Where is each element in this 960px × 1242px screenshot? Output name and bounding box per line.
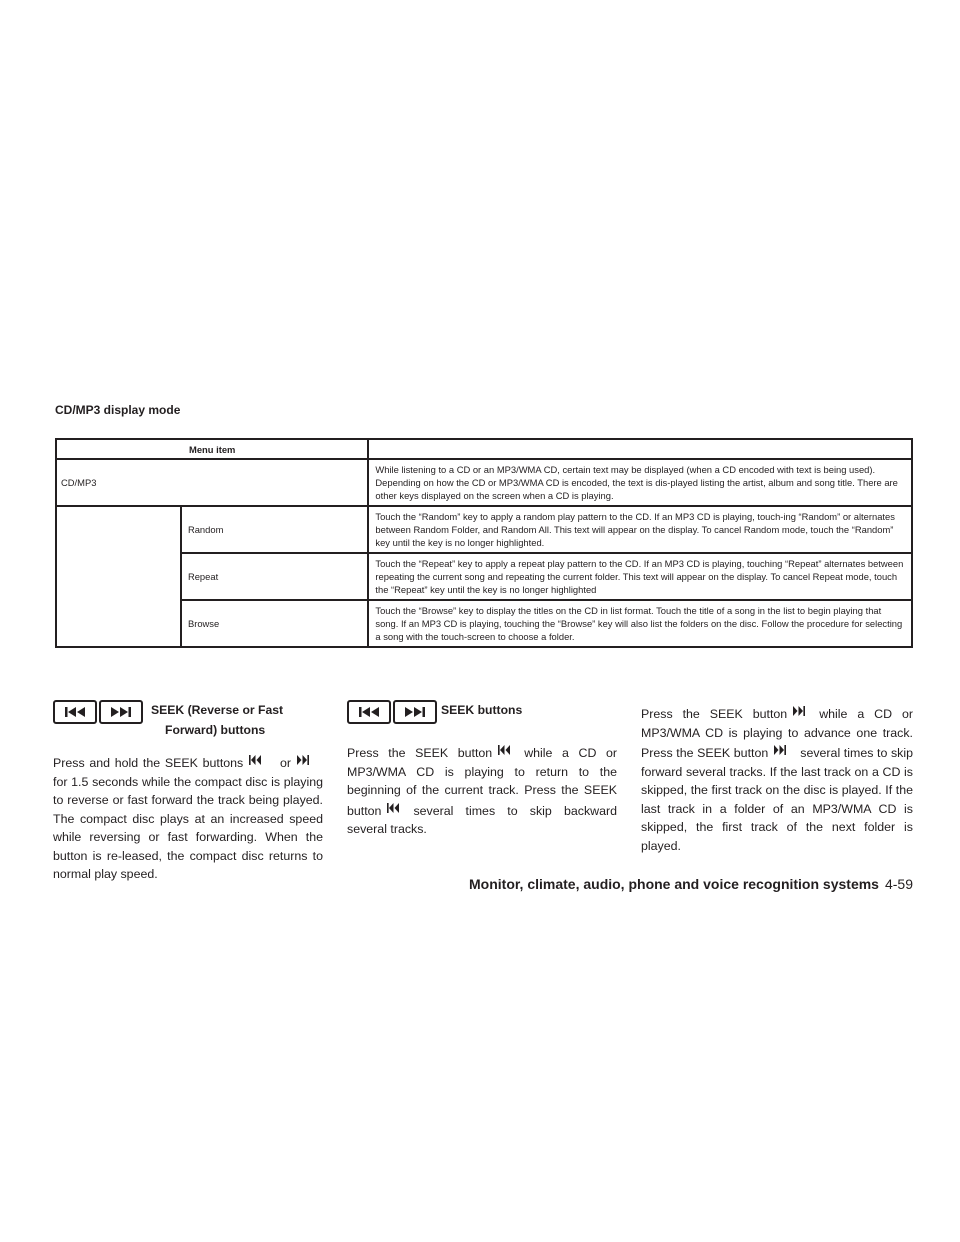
seek-forward-icon bbox=[297, 755, 309, 765]
seek-back-button-illustration bbox=[53, 700, 97, 724]
seek-back-icon bbox=[387, 803, 399, 813]
seek-back-icon bbox=[498, 745, 510, 755]
seek-forward-icon bbox=[793, 706, 805, 716]
seek-buttons-heading: SEEK buttons bbox=[441, 703, 523, 717]
seek-reverse-forward-section bbox=[53, 700, 323, 884]
menu-item-description: Touch the “Browse” key to display the titles on the CD in list format. Touch the title of a song in the list to begin playing that song. If an MP3 CD is playing, touching the “Browse” key will also list the folders on the disc. Follow the procedure for selecting a song with the touch-screen to choose a folder. bbox=[368, 600, 912, 647]
footer-chapter-title: Monitor, climate, audio, phone and voice recognition systems bbox=[469, 876, 879, 892]
menu-item-indent bbox=[56, 506, 181, 553]
page-number: 4-59 bbox=[884, 876, 913, 892]
seek-back-icon bbox=[249, 755, 261, 765]
menu-subitem-name: Repeat bbox=[181, 553, 368, 600]
menu-item-name: CD/MP3 bbox=[56, 459, 368, 506]
menu-item-indent bbox=[56, 600, 181, 647]
seek-buttons-text: Press the SEEK button while a CD or MP3/WMA CD is playing to return to the beginning of the current track. Press the SEEK button several times to skip backward several tracks. bbox=[347, 746, 618, 836]
seek-forward-icon bbox=[110, 706, 132, 718]
table-row bbox=[56, 553, 912, 600]
seek-forward-section bbox=[641, 700, 913, 855]
seek-forward-button-illustration bbox=[393, 700, 437, 724]
page-footer bbox=[469, 876, 913, 892]
table-header-menu-item: Menu item bbox=[56, 439, 368, 459]
menu-subitem-name: Browse bbox=[181, 600, 368, 647]
menu-table bbox=[55, 438, 913, 648]
table-header-row bbox=[56, 439, 912, 459]
menu-subitem-name: Random bbox=[181, 506, 368, 553]
seek-forward-icon bbox=[404, 706, 426, 718]
table-row bbox=[56, 600, 912, 647]
table-row bbox=[56, 506, 912, 553]
table-header-description bbox=[368, 439, 912, 459]
seek-button-pair bbox=[347, 700, 437, 724]
seek-forward-text: Press the SEEK button while a CD or MP3/WMA CD is playing to advance one track. Press the SEEK button several times to skip forward several tracks. If the last track on a CD is skipped, the first track on the disc is played. If the last track in a folder of an MP3/WMA CD is skipped, the first track of the next folder is played. bbox=[641, 707, 914, 853]
seek-forward-icon bbox=[774, 745, 786, 755]
menu-item-description: Touch the “Repeat” key to apply a repeat play pattern to the CD. If an MP3 CD is playing, touching “Repeat” alternates between repeating the current song and repeating the current folder. This text will appear on the display. To cancel Repeat mode, touch the “Repeat” key until the key is no longer highlighted bbox=[368, 553, 912, 600]
seek-back-button-illustration bbox=[347, 700, 391, 724]
seek-back-icon bbox=[64, 706, 86, 718]
menu-item-indent bbox=[56, 553, 181, 600]
seek-button-pair bbox=[53, 700, 143, 724]
menu-item-description: While listening to a CD or an MP3/WMA CD, certain text may be displayed (when a CD encoded with text is being used). Depending on how the CD or MP3/WMA CD is encoded, the text is dis-played listing the artist, album and song title. There are other keys displayed on the screen when a CD is playing. bbox=[368, 459, 912, 506]
section-title: CD/MP3 display mode bbox=[55, 403, 181, 417]
seek-forward-button-illustration bbox=[99, 700, 143, 724]
seek-buttons-section bbox=[347, 700, 617, 839]
menu-item-description: Touch the “Random” key to apply a random play pattern to the CD. If an MP3 CD is playing, touch-ing “Random” or alternates between Random Folder, and Random All. This text will appear on the display. To cancel Random mode, touch the “Random” key until the key is no longer highlighted. bbox=[368, 506, 912, 553]
seek-reverse-forward-text: Press and hold the SEEK buttons orfor 1.5 seconds while the compact disc is playing to reverse or fast forward the track being played. The compact disc plays at an increased speed while reversing or fast forwarding. When the button is re-leased, the compact disc returns to normal play speed. bbox=[53, 756, 323, 881]
seek-reverse-forward-heading: SEEK (Reverse or Fast Forward) buttons bbox=[151, 703, 284, 737]
table-row bbox=[56, 459, 912, 506]
seek-back-icon bbox=[358, 706, 380, 718]
